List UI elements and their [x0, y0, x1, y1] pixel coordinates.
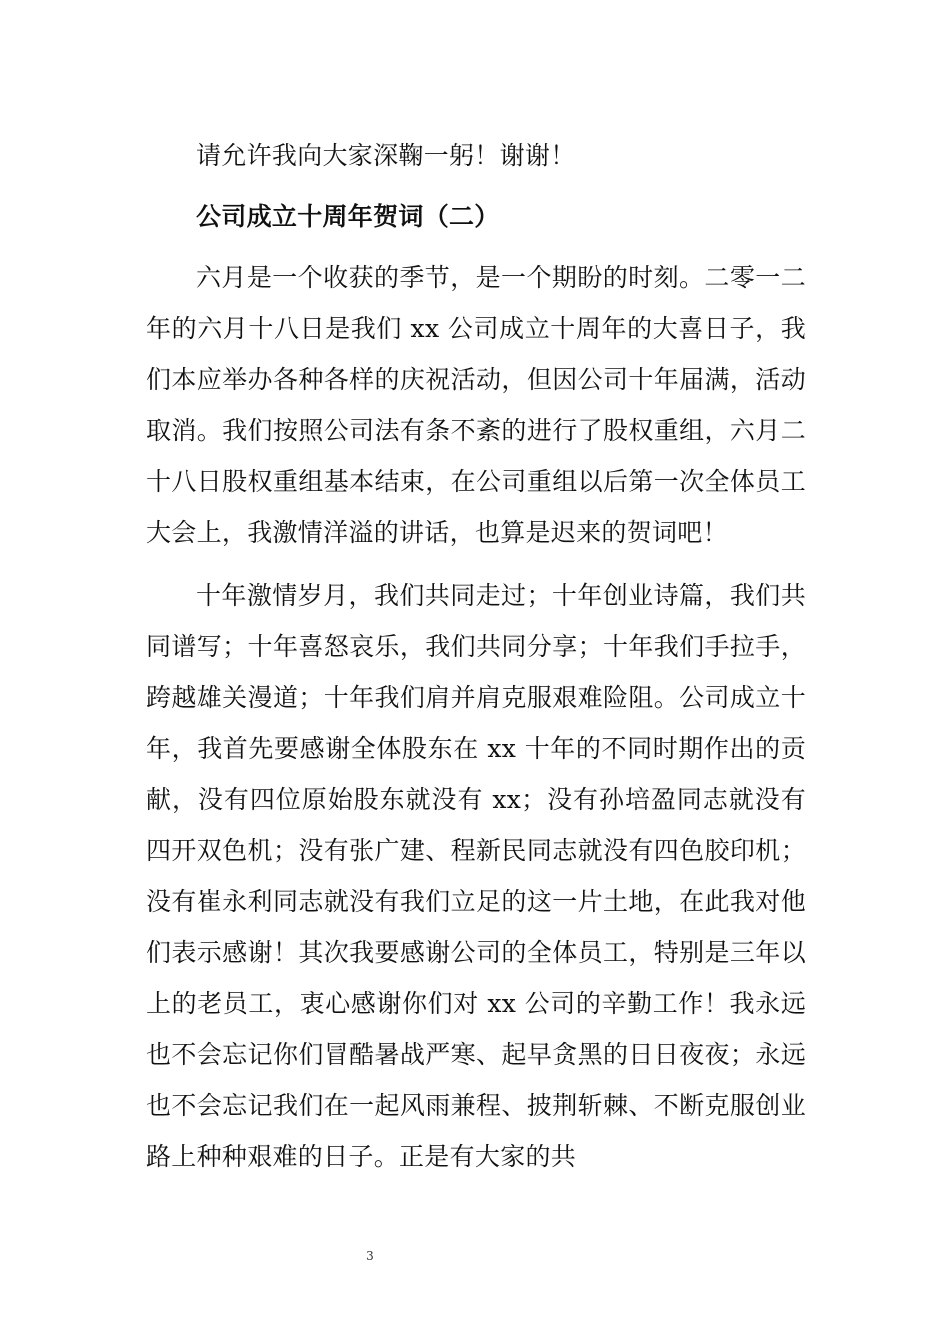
closing-line: 请允许我向大家深鞠一躬！谢谢！	[196, 141, 576, 170]
paragraph: 六月是一个收获的季节，是一个期盼的时刻。二零一二年的六月十八日是我们 xx 公司成立十周年的大喜日子，我们本应举办各种各样的庆祝活动，但因公司十年届满，活动取消。我们按照公司法有条不紊的进行了股权重组，六月二十八日股权重组基本结束，在公司重组以后第一次全体员工大会上，我激情洋溢的讲话，也算是迟来的贺词吧！	[146, 263, 806, 547]
section-title: 公司成立十周年贺词（二）	[196, 202, 500, 231]
page-number: 3	[366, 1249, 374, 1263]
document-body	[146, 130, 806, 1182]
paragraph: 十年激情岁月，我们共同走过；十年创业诗篇，我们共同谱写；十年喜怒哀乐，我们共同分享；十年我们手拉手，跨越雄关漫道；十年我们肩并肩克服艰难险阻。公司成立十年，我首先要感谢全体股东在 xx 十年的不同时期作出的贡献，没有四位原始股东就没有 xx；没有孙培盈同志就没有四开双色机；没有张广建、程新民同志就没有四色胶印机；没有崔永利同志就没有我们立足的这一片土地，在此我对他们表示感谢！其次我要感谢公司的全体员工，特别是三年以上的老员工，衷心感谢你们对 xx 公司的辛勤工作！我永远也不会忘记你们冒酷暑战严寒、起早贪黑的日日夜夜；永远也不会忘记我们在一起风雨兼程、披荆斩棘、不断克服创业路上种种艰难的日子。正是有大家的共	[146, 581, 806, 1171]
